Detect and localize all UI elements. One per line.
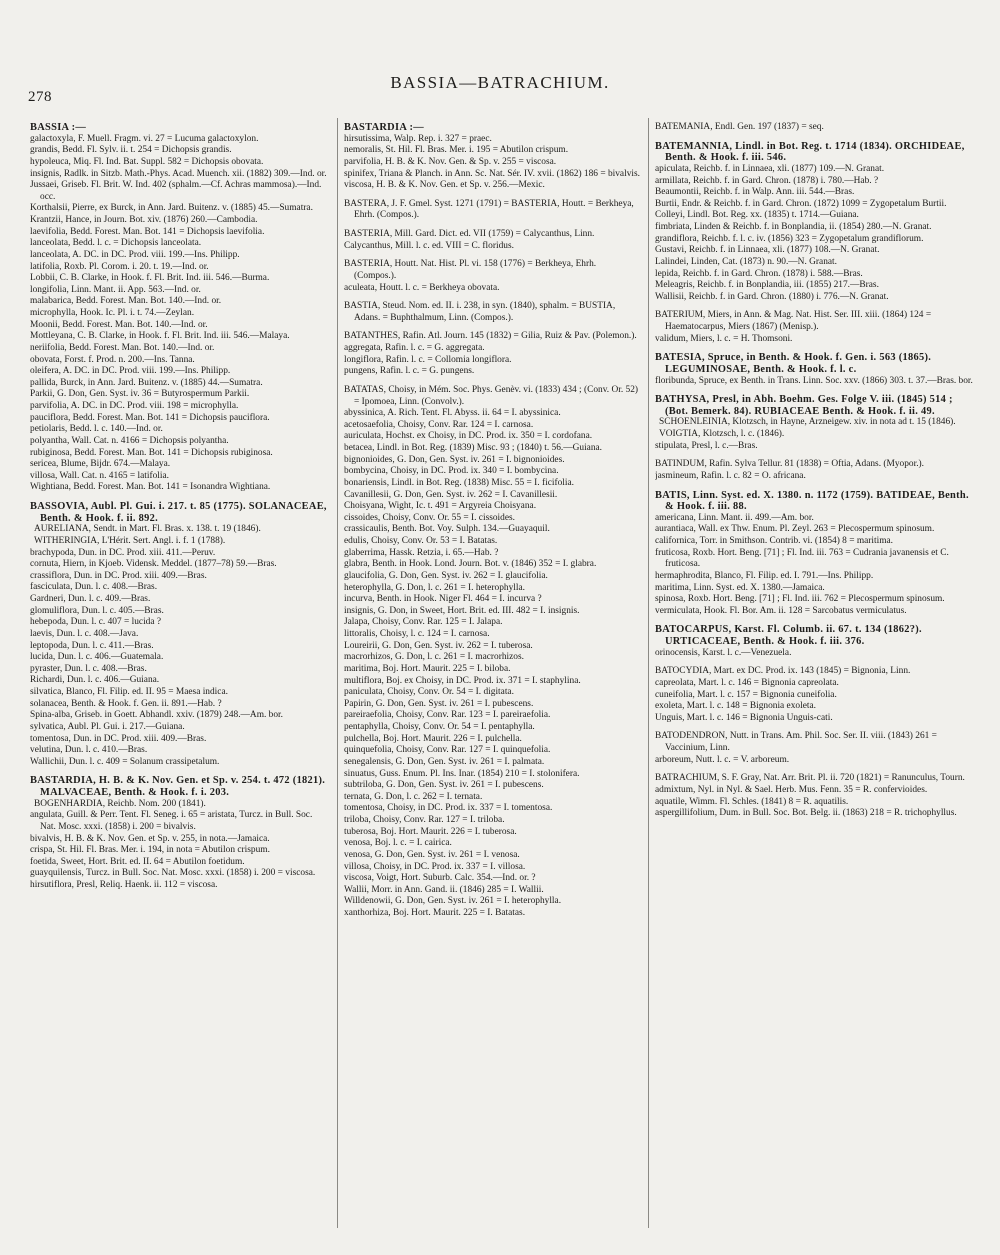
species-entry: vermiculata, Hook. Fl. Bor. Am. ii. 128 = Sarcobatus vermiculatus. (655, 605, 907, 616)
species-entry: Cavanillesii, G. Don, Gen. Syst. iv. 262 = I. Cavanillesii. (344, 489, 558, 500)
species-entry: galactoxyla, F. Muell. Fragm. vi. 27 = Lucuma galactoxylon. (30, 133, 259, 144)
species-entry: crassiflora, Dun. in DC. Prod. xiii. 409.—Bras. (30, 570, 207, 581)
species-entry: acetosaefolia, Choisy, Conv. Rar. 124 = I. carnosa. (344, 419, 534, 430)
species-entry: pulchella, Boj. Hort. Maurit. 226 = I. pulchella. (344, 733, 522, 744)
species-entry: oleifera, A. DC. in DC. Prod. viii. 199.—Ins. Philipp. (30, 366, 231, 377)
species-entry: fimbriata, Linden & Reichb. f. in Bonplandia, ii. (1854) 280.—N. Granat. (655, 222, 932, 232)
species-entry: BATRACHIUM, S. F. Gray, Nat. Arr. Brit. Pl. ii. 720 (1821) = Ranunculus, Tourn. (655, 773, 965, 784)
species-entry: senegalensis, G. Don, Gen. Syst. iv. 261 = I. palmata. (344, 756, 545, 767)
species-entry: aculeata, Houtt. l. c. = Berkheya obovata. (344, 282, 500, 293)
species-entry: hirsutissima, Walp. Rep. i. 327 = praec. (344, 133, 492, 144)
species-entry: Spina-alba, Griseb. in Goett. Abhandl. xxiv. (1879) 248.—Am. bor. (30, 710, 284, 721)
genus-heading: BATOCARPUS, Karst. Fl. Columb. ii. 67. t. 134 (1862?). URTICACEAE, Benth. & Hook. f. iii. 376. (655, 624, 922, 647)
genus-heading: BATIS, Linn. Syst. ed. X. 1380. n. 1172 (1759). BATIDEAE, Benth. & Hook. f. iii. 88. (655, 489, 969, 513)
species-entry: SCHOENLEINIA, Klotzsch, in Hayne, Arzneigew. xiv. in nota ad t. 15 (1846). (659, 417, 956, 428)
species-entry: nemoralis, St. Hil. Fl. Bras. Mer. i. 195 = Abutilon crispum. (344, 145, 569, 156)
species-entry: Meleagris, Reichb. f. in Bonplandia, iii. (1855) 217.—Bras. (655, 280, 879, 291)
species-entry: WITHERINGIA, L'Hérit. Sert. Angl. i. f. 1 (1788). (34, 535, 226, 546)
species-entry: pareiraefolia, Choisy, Conv. Rar. 123 = I. pareiraefolia. (344, 710, 551, 721)
species-entry: lanceolata, Bedd. l. c. = Dichopsis lanceolata. (30, 238, 202, 249)
species-entry: angulata, Guill. & Perr. Tent. Fl. Seneg. i. 65 = aristata, Turcz. in Bull. Soc. Nat. Mosc. xxxi. (1858) i. 200 = bivalvis. (30, 810, 313, 832)
species-entry: cuneifolia, Mart. l. c. 157 = Bignonia cuneifolia. (655, 689, 837, 700)
species-entry: Moonii, Bedd. Forest. Man. Bot. 140.—Ind. or. (30, 319, 208, 330)
species-entry: auriculata, Hochst. ex Choisy, in DC. Prod. ix. 350 = I. cordofana. (344, 431, 593, 442)
running-head: BASSIA—BATRACHIUM. (390, 73, 610, 92)
species-entry: BASTERIA, Houtt. Nat. Hist. Pl. vi. 158 (1776) = Berkheya, Ehrh. (Compos.). (344, 259, 597, 281)
species-entry: BATINDUM, Rafin. Sylva Tellur. 81 (1838) = Oftia, Adans. (Myopor.). (655, 459, 925, 470)
entry-gap (344, 192, 640, 199)
species-entry: spinifex, Triana & Planch. in Ann. Sc. Nat. Sér. IV. xvii. (1862) 186 = bivalvis. (344, 168, 640, 179)
species-entry: pentaphylla, Choisy, Conv. Or. 54 = I. pentaphylla. (344, 722, 535, 732)
species-entry: maritima, Boj. Hort. Maurit. 225 = I. biloba. (344, 663, 511, 674)
species-entry: americana, Linn. Mant. ii. 499.—Am. bor. (655, 512, 814, 523)
genus-heading: BATESIA, Spruce, in Benth. & Hook. f. Gen. i. 563 (1865). LEGUMINOSAE, Benth. & Hook. f. l. c. (655, 352, 932, 375)
species-entry: californica, Torr. in Smithson. Contrib. vi. (1854) 8 = maritima. (655, 536, 894, 546)
species-entry: sinuatus, Guss. Enum. Pl. Ins. Inar. (1854) 210 = I. stolonifera. (344, 768, 580, 779)
species-entry: BATEMANIA, Endl. Gen. 197 (1837) = seq. (655, 122, 824, 132)
species-entry: aspergillifolium, Dum. in Bull. Soc. Bot. Belg. ii. (1863) 218 = R. trichophyllus. (655, 808, 957, 819)
species-entry: quinquefolia, Choisy, Conv. Rar. 127 = I. quinquefolia. (344, 745, 551, 756)
species-entry: edulis, Choisy, Conv. Or. 53 = I. Batatas. (344, 536, 498, 546)
genus-heading: BATEMANNIA, Lindl. in Bot. Reg. t. 1714 (1834). ORCHIDEAE, Benth. & Hook. f. iii. 546. (655, 140, 965, 164)
species-entry: Colleyi, Lindl. Bot. Reg. xx. (1835) t. 1714.—Guiana. (655, 210, 859, 221)
species-entry: longiflora, Rafin. l. c. = Collomia longiflora. (344, 354, 512, 365)
species-entry: Wightiana, Bedd. Forest. Man. Bot. 141 = Isonandra Wightiana. (30, 482, 271, 493)
species-entry: floribunda, Spruce, ex Benth. in Trans. Linn. Soc. xxv. (1866) 303. t. 37.—Bras. bor. (655, 375, 973, 386)
species-entry: glomuliflora, Dun. l. c. 405.—Bras. (30, 605, 164, 616)
species-entry: aurantiaca, Wall. ex Thw. Enum. Pl. Zeyl. 263 = Plecospermum spinosum. (655, 524, 935, 535)
species-entry: brachypoda, Dun. in DC. Prod. xiii. 411.—Peruv. (30, 547, 216, 558)
species-entry: Calycanthus, Mill. l. c. ed. VIII = C. floridus. (344, 240, 514, 251)
species-entry: velutina, Dun. l. c. 410.—Bras. (30, 745, 148, 756)
species-entry: hypoleuca, Miq. Fl. Ind. Bat. Suppl. 582 = Dichopsis obovata. (30, 156, 264, 167)
species-entry: villosa, Choisy, in DC. Prod. ix. 337 = I. villosa. (344, 861, 526, 872)
species-entry: Unguis, Mart. l. c. 146 = Bignonia Unguis-cati. (655, 712, 833, 723)
species-entry: obovata, Forst. f. Prod. n. 200.—Ins. Tanna. (30, 354, 195, 365)
species-entry: Willdenowii, G. Don, Gen. Syst. iv. 261 = I. heterophylla. (344, 896, 562, 907)
species-entry: glaucifolia, G. Don, Gen. Syst. iv. 262 = I. glaucifolia. (344, 570, 548, 581)
species-entry: longifolia, Linn. Mant. ii. App. 563.—Ind. or. (30, 284, 201, 295)
species-entry: arboreum, Nutt. l. c. = V. arboreum. (655, 754, 790, 765)
species-entry: bonariensis, Lindl. in Bot. Reg. (1838) Misc. 55 = I. ficifolia. (344, 477, 574, 488)
species-entry: Choisyana, Wight, Ic. t. 491 = Argyreia Choisyana. (344, 501, 537, 512)
species-entry: tuberosa, Boj. Hort. Maurit. 226 = I. tuberosa. (344, 826, 517, 837)
species-entry: hebepoda, Dun. l. c. 407 = lucida ? (30, 617, 162, 628)
species-entry: BASTERA, J. F. Gmel. Syst. 1271 (1791) = BASTERIA, Houtt. = Berkheya, Ehrh. (Compos.). (344, 198, 634, 221)
species-entry: parvifolia, H. B. & K. Nov. Gen. & Sp. v. 255 = viscosa. (344, 156, 557, 167)
species-entry: lepida, Reichb. f. in Gard. Chron. (1878) i. 588.—Bras. (655, 268, 863, 279)
species-entry: grandiflora, Reichb. f. l. c. iv. (1856) 323 = Zygopetalum grandiflorum. (655, 233, 924, 244)
column-rule-2 (648, 118, 649, 1228)
species-entry: Korthalsii, Pierre, ex Burck, in Ann. Jard. Buitenz. v. (1885) 45.—Sumatra. (30, 203, 313, 214)
entry-gap (30, 768, 330, 775)
species-entry: betacea, Lindl. in Bot. Reg. (1839) Misc. 93 ; (1840) t. 56.—Guiana. (344, 443, 603, 453)
species-entry: viscosa, H. B. & K. Nov. Gen. et Sp. v. 256.—Mexic. (344, 180, 545, 191)
species-entry: validum, Miers, l. c. = H. Thomsoni. (655, 333, 793, 344)
species-entry: VOIGTIA, Klotzsch, l. c. (1846). (659, 429, 785, 439)
column-3 (655, 122, 973, 1232)
species-entry: BATANTHES, Rafin. Atl. Journ. 145 (1832) = Gilia, Ruiz & Pav. (Polemon.). (344, 331, 637, 342)
species-entry: tomentosa, Dun. in DC. Prod. xiii. 409.—Bras. (30, 733, 207, 744)
species-entry: BATODENDRON, Nutt. in Trans. Am. Phil. Soc. Ser. II. viii. (1843) 261 = Vaccinium, Linn. (655, 731, 937, 753)
species-entry: pungens, Rafin. l. c. = G. pungens. (344, 366, 475, 377)
entry-gap (655, 345, 973, 352)
species-entry: exoleta, Mart. l. c. 148 = Bignonia exoleta. (655, 701, 816, 712)
species-entry: guayquilensis, Turcz. in Bull. Soc. Nat. Mosc. xxxi. (1858) i. 200 = viscosa. (30, 868, 316, 879)
species-entry: AURELIANA, Sendt. in Mart. Fl. Bras. x. 138. t. 19 (1846). (34, 524, 261, 535)
entry-gap (344, 378, 640, 385)
genus-heading: BASTARDIA :— (344, 122, 424, 133)
species-entry: BATERIUM, Miers, in Ann. & Mag. Nat. Hist. Ser. III. xiii. (1864) 124 = Haematocarpus, Miers (1867) (Menisp.). (655, 310, 932, 332)
species-entry: venosa, Boj. l. c. = I. cairica. (344, 838, 452, 849)
species-entry: Loureirii, G. Don, Gen. Syst. iv. 262 = I. tuberosa. (344, 640, 533, 651)
species-entry: heterophylla, G. Don, l. c. 261 = I. heterophylla. (344, 582, 526, 593)
species-entry: Lobbii, C. B. Clarke, in Hook. f. Fl. Brit. Ind. iii. 546.—Burma. (30, 273, 270, 284)
species-entry: crispa, St. Hil. Fl. Bras. Mer. i. 194, in nota = Abutilon crispum. (30, 845, 270, 856)
species-entry: sericea, Blume, Bijdr. 674.—Malaya. (30, 459, 171, 470)
species-entry: incurva, Benth. in Hook. Niger Fl. 464 = I. incurva ? (344, 594, 542, 605)
species-entry: Mottleyana, C. B. Clarke, in Hook. f. Fl. Brit. Ind. iii. 546.—Malaya. (30, 331, 290, 342)
page-number: 278 (28, 89, 52, 105)
species-entry: parvifolia, A. DC. in DC. Prod. viii. 198 = microphylla. (30, 401, 239, 411)
species-entry: glabra, Benth. in Hook. Lond. Journ. Bot. v. (1846) 352 = I. glabra. (344, 559, 597, 570)
species-entry: glaberrima, Hassk. Retzia, i. 65.—Hab. ? (344, 547, 499, 558)
species-entry: littoralis, Choisy, l. c. 124 = I. carnosa. (344, 629, 490, 639)
species-entry: macrorhizos, G. Don, l. c. 261 = I. macrorhizos. (344, 652, 524, 663)
species-entry: Wallichii, Dun. l. c. 409 = Solanum crassipetalum. (30, 756, 220, 767)
species-entry: BATATAS, Choisy, in Mém. Soc. Phys. Genèv. vi. (1833) 434 ; (Conv. Or. 52) = Ipomoea, Linn. (Convolv.). (344, 384, 639, 407)
species-entry: BOGENHARDIA, Reichb. Nom. 200 (1841). (34, 798, 206, 809)
species-entry: aquatile, Wimm. Fl. Schles. (1841) 8 = R. aquatilis. (655, 796, 849, 807)
species-entry: laevifolia, Bedd. Forest. Man. Bot. 141 = Dichopsis laevifolia. (30, 226, 265, 237)
species-entry: apiculata, Reichb. f. in Linnaea, xli. (1877) 109.—N. Granat. (655, 163, 885, 174)
species-entry: capreolata, Mart. l. c. 146 = Bignonia capreolata. (655, 677, 839, 688)
species-entry: lanceolata, A. DC. in DC. Prod. viii. 199.—Ins. Philipp. (30, 249, 240, 260)
species-entry: Jalapa, Choisy, Conv. Rar. 125 = I. Jalapa. (344, 617, 503, 628)
species-entry: Jussaei, Griseb. Fl. Brit. W. Ind. 402 (sphalm.—Cf. Achras mammosa).—Ind. occ. (30, 180, 322, 202)
species-entry: Burtii, Endr. & Reichb. f. in Gard. Chron. (1872) 1099 = Zygopetalum Burtii. (655, 198, 947, 209)
species-entry: crassicaulis, Benth. Bot. Voy. Sulph. 134.—Guayaquil. (344, 524, 550, 535)
species-entry: jasmineum, Rafin. l. c. 82 = O. africana. (655, 470, 806, 481)
genus-heading: BATHYSA, Presl, in Abh. Boehm. Ges. Folge V. iii. (1845) 514 ; (Bot. Bemerk. 84). RUBIACEAE Benth. & Hook. f. ii. 49. (655, 394, 953, 417)
species-entry: hirsutiflora, Presl, Reliq. Haenk. ii. 112 = viscosa. (30, 880, 218, 890)
species-entry: spinosa, Roxb. Hort. Beng. [71] ; Fl. Ind. iii. 762 = Plecospermum spinosum. (655, 594, 945, 605)
column-2 (344, 122, 640, 1232)
species-entry: xanthorhiza, Boj. Hort. Maurit. 225 = I. Batatas. (344, 908, 526, 918)
species-entry: latifolia, Roxb. Pl. Corom. i. 20. t. 19.—Ind. or. (30, 261, 209, 272)
species-entry: armillata, Reichb. f. in Gard. Chron. (1878) i. 780.—Hab. ? (655, 175, 879, 186)
species-entry: Krantzii, Hance, in Journ. Bot. xiv. (1876) 260.—Cambodia. (30, 215, 258, 225)
species-entry: fasciculata, Dun. l. c. 408.—Bras. (30, 582, 158, 593)
species-entry: microphylla, Hook. Ic. Pl. i. t. 74.—Zeylan. (30, 308, 195, 318)
species-entry: laevis, Dun. l. c. 408.—Java. (30, 628, 139, 639)
species-entry: maritima, Linn. Syst. ed. X. 1380.—Jamaica. (655, 582, 825, 593)
species-entry: BATOCYDIA, Mart. ex DC. Prod. ix. 143 (1845) = Bignonia, Linn. (655, 666, 911, 677)
species-entry: rubiginosa, Bedd. Forest. Man. Bot. 141 = Dichopsis rubiginosa. (30, 447, 273, 458)
species-entry: polyantha, Wall. Cat. n. 4166 = Dichopsis polyantha. (30, 435, 229, 446)
species-entry: admixtum, Nyl. in Nyl. & Sael. Herb. Mus. Fenn. 35 = R. confervioides. (655, 784, 928, 795)
entry-gap (655, 483, 973, 490)
entry-gap (655, 387, 973, 394)
species-entry: abyssinica, A. Rich. Tent. Fl. Abyss. ii. 64 = I. abyssinica. (344, 408, 561, 419)
species-entry: pauciflora, Bedd. Forest. Man. Bot. 141 = Dichopsis pauciflora. (30, 412, 270, 423)
species-entry: villosa, Wall. Cat. n. 4165 = latifolia. (30, 470, 169, 481)
species-entry: cornuta, Hiern, in Kjoeb. Vidensk. Meddel. (1877–78) 59.—Bras. (30, 559, 277, 570)
species-entry: triloba, Choisy, Conv. Rar. 127 = I. triloba. (344, 815, 505, 825)
genus-heading: BASSOVIA, Aubl. Pl. Gui. i. 217. t. 85 (1775). SOLANACEAE, Benth. & Hook. f. ii. 892. (30, 501, 327, 524)
genus-heading: BASSIA :— (30, 122, 87, 133)
species-entry: paniculata, Choisy, Conv. Or. 54 = I. digitata. (344, 687, 514, 698)
species-entry: stipulata, Presl, l. c.—Bras. (655, 440, 758, 451)
entry-gap (30, 494, 330, 501)
species-entry: leptopoda, Dun. l. c. 411.—Bras. (30, 640, 154, 651)
species-entry: aggregata, Rafin. l. c. = G. aggregata. (344, 343, 485, 353)
species-entry: Beaumontii, Reichb. f. in Walp. Ann. iii. 544.—Bras. (655, 187, 855, 198)
species-entry: Papirin, G. Don, Gen. Syst. iv. 261 = I. pubescens. (344, 698, 534, 709)
species-entry: Wallii, Morr. in Ann. Gand. ii. (1846) 285 = I. Wallii. (344, 884, 544, 895)
species-entry: tomentosa, Choisy, in DC. Prod. ix. 337 = I. tomentosa. (344, 803, 553, 814)
species-entry: orinocensis, Karst. l. c.—Venezuela. (655, 647, 792, 658)
species-entry: viscosa, Voigt, Hort. Suburb. Calc. 354.—Ind. or. ? (344, 873, 536, 884)
species-entry: bignonioides, G. Don, Gen. Syst. iv. 261 = I. bignonioides. (344, 454, 565, 465)
species-entry: insignis, Radlk. in Sitzb. Math.-Phys. Acad. Muench. xii. (1882) 309.—Ind. or. (30, 168, 327, 179)
species-entry: solanacea, Benth. & Hook. f. Gen. ii. 891.—Hab. ? (30, 698, 222, 709)
species-entry: Gustavi, Reichb. f. in Linnaea, xli. (1877) 108.—N. Granat. (655, 245, 880, 256)
species-entry: Gardneri, Dun. l. c. 409.—Bras. (30, 594, 151, 604)
species-entry: ternata, G. Don, l. c. 262 = I. ternata. (344, 791, 483, 802)
species-entry: hermaphrodita, Blanco, Fl. Filip. ed. I. 791.—Ins. Philipp. (655, 570, 874, 581)
species-entry: Lalindei, Linden, Cat. (1873) n. 90.—N. Granat. (655, 256, 837, 267)
species-entry: foetida, Sweet, Hort. Brit. ed. II. 64 = Abutilon foetidum. (30, 856, 245, 867)
species-entry: BASTERIA, Mill. Gard. Dict. ed. VII (1759) = Calycanthus, Linn. (344, 229, 595, 239)
species-entry: subtriloba, G. Don, Gen. Syst. iv. 261 = I. pubescens. (344, 780, 544, 791)
species-entry: Richardi, Dun. l. c. 406.—Guiana. (30, 675, 160, 686)
species-entry: grandis, Bedd. Fl. Sylv. ii. t. 254 = Dichopsis grandis. (30, 145, 232, 156)
species-entry: insignis, G. Don, in Sweet, Hort. Brit. ed. III. 482 = I. insignis. (344, 605, 580, 616)
entry-gap (344, 222, 640, 229)
species-entry: BASTIA, Steud. Nom. ed. II. i. 238, in syn. (1840), sphalm. = BUSTIA, Adans. = Buphthalmum, Linn. (Compos.). (344, 301, 616, 323)
species-entry: lucida, Dun. l. c. 406.—Guatemala. (30, 652, 164, 663)
species-entry: petiolaris, Bedd. l. c. 140.—Ind. or. (30, 424, 163, 435)
entry-gap (655, 134, 973, 141)
entry-gap (655, 617, 973, 624)
species-entry: neriifolia, Bedd. Forest. Man. Bot. 140.—Ind. or. (30, 342, 215, 353)
column-rule-1 (337, 118, 338, 1228)
species-entry: malabarica, Bedd. Forest. Man. Bot. 140.—Ind. or. (30, 296, 222, 307)
species-entry: Parkii, G. Don, Gen. Syst. iv. 36 = Butyrospermum Parkii. (30, 389, 250, 400)
species-entry: bombycina, Choisy, in DC. Prod. ix. 340 = I. bombycina. (344, 466, 559, 477)
genus-heading: BASTARDIA, H. B. & K. Nov. Gen. et Sp. v. 254. t. 472 (1821). MALVACEAE, Benth. & Hook. f. i. 203. (30, 775, 326, 798)
species-entry: fruticosa, Roxb. Hort. Beng. [71] ; Fl. Ind. iii. 763 = Cudrania javanensis et C. fruticosa. (655, 547, 949, 570)
species-entry: sylvatica, Aubl. Pl. Gui. i. 217.—Guiana. (30, 721, 185, 732)
column-1 (30, 122, 330, 1232)
species-entry: silvatica, Blanco, Fl. Filip. ed. II. 95 = Maesa indica. (30, 687, 228, 697)
species-entry: multiflora, Boj. ex Choisy, in DC. Prod. ix. 371 = I. staphylina. (344, 675, 581, 686)
species-entry: pallida, Burck, in Ann. Jard. Buitenz. v. (1885) 44.—Sumatra. (30, 377, 263, 388)
species-entry: cissoides, Choisy, Conv. Or. 55 = I. cissoides. (344, 512, 515, 523)
species-entry: Wallisii, Reichb. f. in Gard. Chron. (1880) i. 776.—N. Granat. (655, 291, 889, 302)
species-entry: pyraster, Dun. l. c. 408.—Bras. (30, 663, 147, 674)
species-entry: venosa, G. Don, Gen. Syst. iv. 261 = I. venosa. (344, 849, 520, 860)
species-entry: bivalvis, H. B. & K. Nov. Gen. et Sp. v. 255, in nota.—Jamaica. (30, 833, 270, 844)
